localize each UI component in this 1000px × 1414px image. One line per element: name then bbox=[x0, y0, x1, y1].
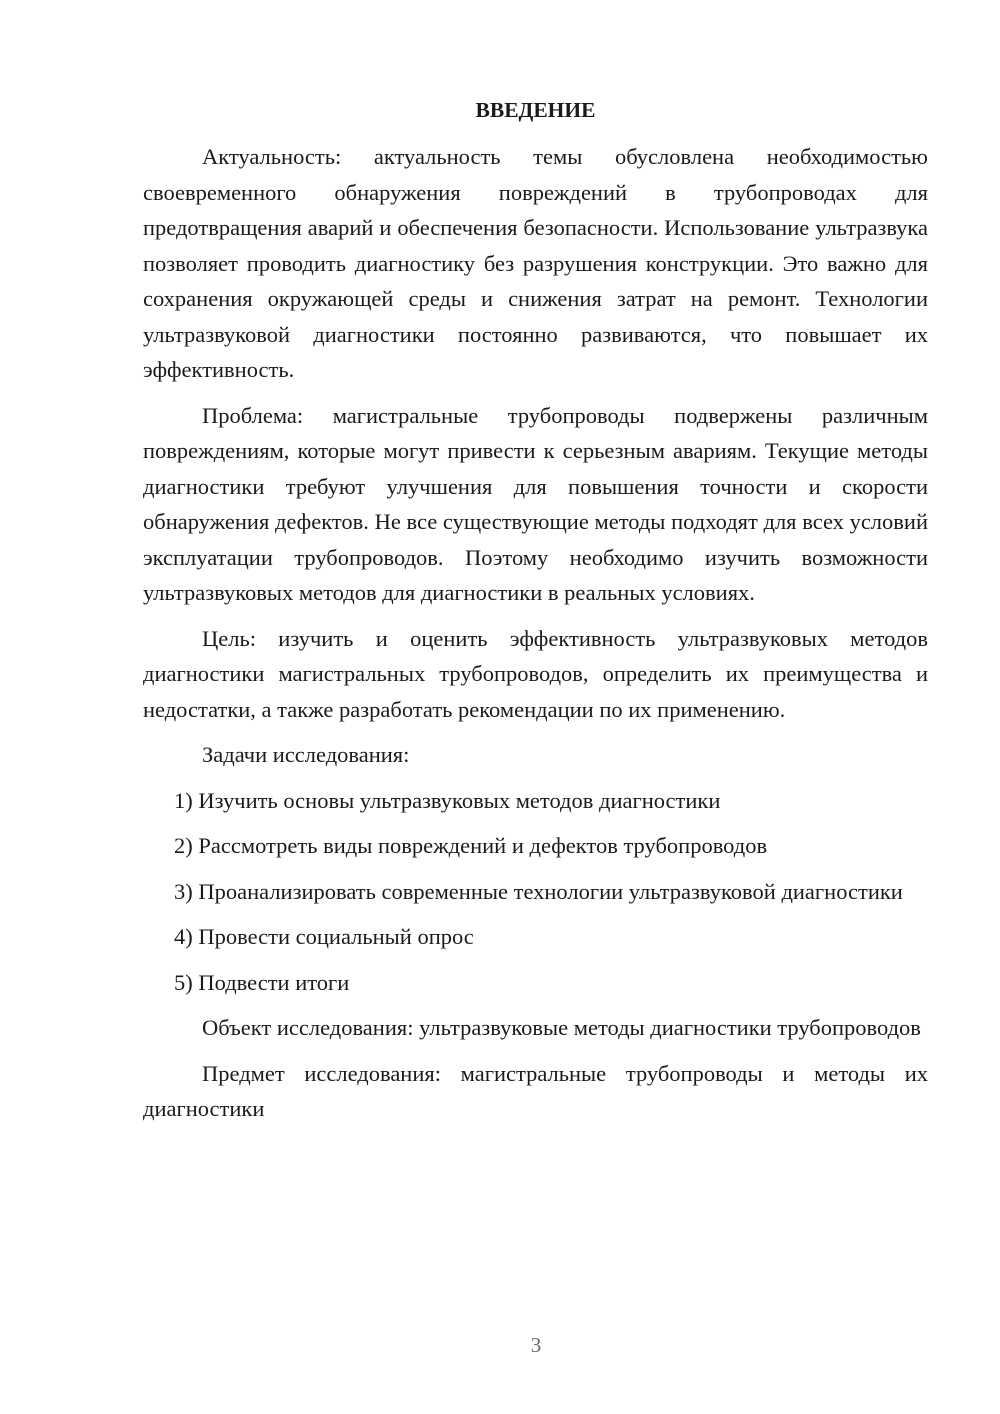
task-item-5: 5) Подвести итоги bbox=[174, 969, 350, 995]
page-content bbox=[143, 95, 928, 1137]
goal-paragraph: Цель: изучить и оценить эффективность ультразвуковых методов диагностики магистральных трубопроводов, определить их преимущества и недостатки, а также разработать рекомендации по их применению. bbox=[143, 625, 928, 722]
page-title: ВВЕДЕНИЕ bbox=[475, 98, 596, 122]
object-paragraph: Объект исследования: ультразвуковые методы диагностики трубопроводов bbox=[202, 1015, 921, 1040]
relevance-paragraph: Актуальность: актуальность темы обусловлена необходимостью своевременного обнаружения повреждений в трубопроводах для предотвращения аварий и обеспечения безопасности. Использование ультразвука позволяет проводить диагностику без разрушения конструкции. Это важно для сохранения окружающей среды и снижения затрат на ремонт. Технологии ультразвуковой диагностики постоянно развиваются, что повышает их эффективность. bbox=[143, 144, 928, 382]
tasks-heading: Задачи исследования: bbox=[202, 742, 410, 767]
subject-paragraph: Предмет исследования: магистральные трубопроводы и методы их диагностики bbox=[143, 1060, 928, 1121]
task-item-2: 2) Рассмотреть виды повреждений и дефектов трубопроводов bbox=[174, 833, 768, 858]
task-item-4: 4) Провести социальный опрос bbox=[174, 924, 474, 949]
page-number: 3 bbox=[530, 1333, 542, 1357]
problem-paragraph: Проблема: магистральные трубопроводы подвержены различным повреждениям, которые могут привести к серьезным авариям. Текущие методы диагностики требуют улучшения для повышения точности и скорости обнаружения дефектов. Не все существующие методы подходят для всех условий эксплуатации трубопроводов. Поэтому необходимо изучить возможности ультразвуковых методов для диагностики в реальных условиях. bbox=[143, 402, 928, 605]
task-item-3: 3) Проанализировать современные технологии ультразвуковой диагностики bbox=[174, 878, 903, 904]
task-item-1: 1) Изучить основы ультразвуковых методов диагностики bbox=[174, 787, 721, 813]
